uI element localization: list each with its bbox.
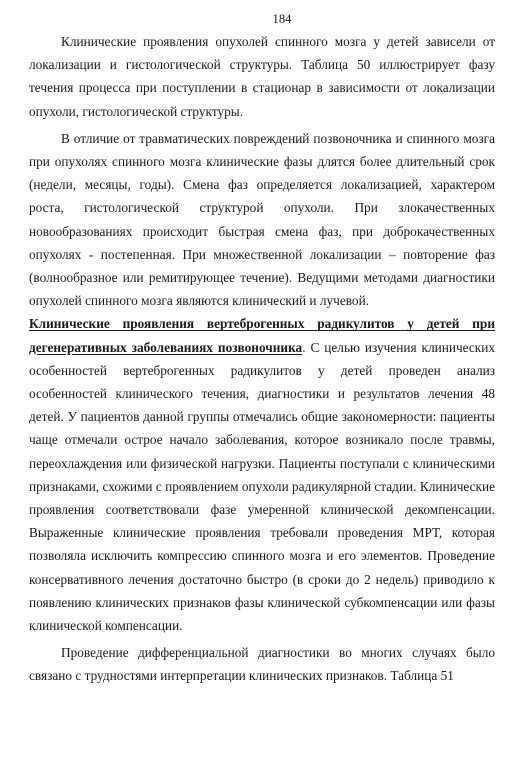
paragraph-radiculitis bbox=[29, 312, 495, 637]
paragraph-radiculitis-body: . С целью изучения клинических особенностей вертеброгенных радикулитов у детей проведен анализ особенностей клинического течения, диагностики и результатов лечения 48 детей. У пациентов данной группы отмечались общие закономерности: пациенты чаще отмечали острое начало заболевания, которое возникало после травмы, переохлаждения или физической нагрузки. Пациенты поступали с клиническими признаками, схожими с проявлением опухоли радикулярной стадии. Клинические проявления соответствовали фазе умеренной клинической декомпенсации. Выраженные клинические проявления требовали проведения МРТ, которая позволяла исключить компрессию спинного мозга и его элементов. Проведение консервативного лечения достаточно быстро (в сроки до 2 недель) приводило к появлению клинических признаков фазы клинической субкомпенсации или фазы клинической компенсации. bbox=[29, 339, 495, 634]
section-heading-radiculitis: Клинические проявления вертеброгенных радикулитов у детей при дегенеративных заболеваниях позвоночника bbox=[29, 316, 495, 355]
paragraph-spinal-tumor-manifestations: Клинические проявления опухолей спинного мозга у детей зависели от локализации и гистологической структуры. Таблица 50 иллюстрирует фазу течения процесса при поступлении в стационар в зависимости от локализации опухоли, гистологической структуры. bbox=[29, 34, 495, 119]
document-page bbox=[29, 0, 495, 688]
page-number: 184 bbox=[272, 12, 292, 26]
paragraph-differential-diagnosis: Проведение дифференциальной диагностики во многих случаях было связано с трудностями интерпретации клинических признаков. Таблица 51 bbox=[29, 645, 495, 684]
paragraph-clinical-phases: В отличие от травматических повреждений позвоночника и спинного мозга при опухолях спинного мозга клинические фазы длятся более длительный срок (недели, месяцы, годы). Смена фаз определяется локализацией, характером роста, гистологической структурой опухоли. При злокачественных новообразованиях происходит быстрая смена фаз, при доброкачественных опухолях - постепенная. При множественной локализации – повторение фаз (волнообразное или ремитирующее течение). Ведущими методами диагностики опухолей спинного мозга являются клинический и лучевой. bbox=[29, 130, 495, 309]
